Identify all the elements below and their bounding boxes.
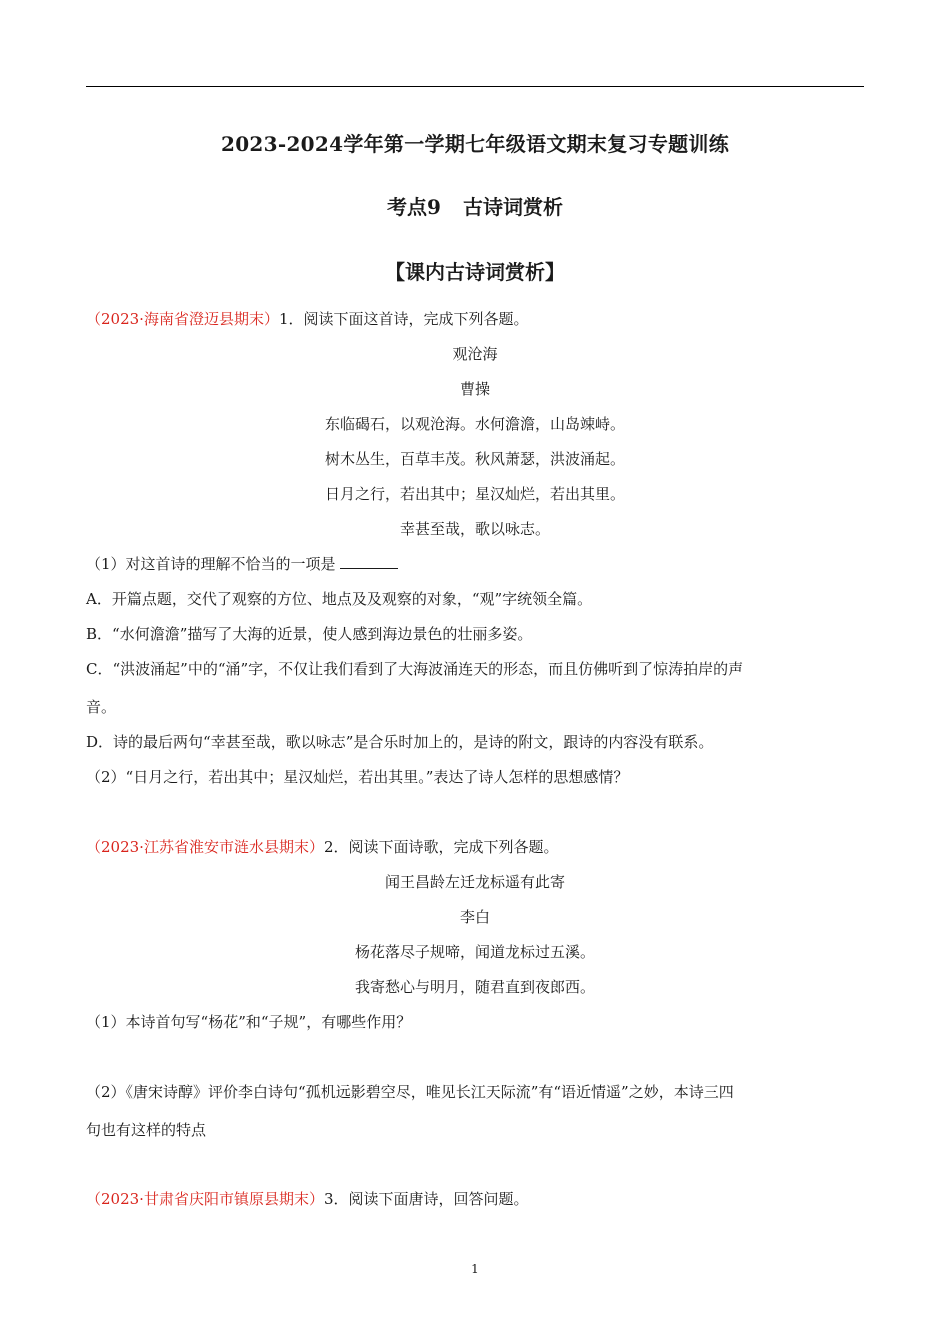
answer-blank [340, 554, 398, 569]
poem-line: 日月之行，若出其中；星汉灿烂，若出其里。 [324, 485, 625, 503]
sub-question-continued: 句也有这样的特点 [86, 1121, 207, 1139]
option-b: B．“水何澹澹”描写了大海的近景，使人感到海边景色的壮丽多姿。 [86, 625, 533, 643]
poem-line: 东临碣石，以观沧海。水何澹澹，山岛竦峙。 [324, 415, 625, 433]
poem-line: 我寄愁心与明月，随君直到夜郎西。 [354, 978, 595, 996]
sub-question: （2）“日月之行，若出其中；星汉灿烂，若出其里。”表达了诗人怎样的思想感情？ [86, 768, 629, 786]
topic-number: 考点9 [387, 195, 441, 219]
poem-title: 观沧海 [452, 345, 498, 363]
question-stem: 2．阅读下面诗歌，完成下列各题。 [323, 838, 559, 856]
poem-line: 杨花落尽子规啼，闻道龙标过五溪。 [354, 943, 595, 961]
topic-name: 古诗词赏析 [462, 195, 563, 219]
poem-line: 幸甚至哉，歌以咏志。 [399, 520, 550, 538]
question-stem: 3．阅读下面唐诗，回答问题。 [323, 1190, 529, 1208]
page-number: 1 [471, 1262, 479, 1276]
question-stem: 1．阅读下面这首诗，完成下列各题。 [278, 310, 529, 328]
question-source: （2023·海南省澄迈县期末） [86, 310, 279, 328]
header-rule [86, 86, 864, 87]
option-d: D．诗的最后两句“幸甚至哉，歌以咏志”是合乐时加上的，是诗的附文，跟诗的内容没有联系。 [86, 733, 714, 751]
option-c-continued: 音。 [86, 698, 117, 716]
poem-line: 树木丛生，百草丰茂。秋风萧瑟，洪波涌起。 [324, 450, 625, 468]
sub-question: （1）本诗首句写“杨花”和“子规”，有哪些作用？ [86, 1013, 412, 1031]
poem-title: 闻王昌龄左迁龙标遥有此寄 [384, 873, 565, 891]
poem-author: 李白 [459, 908, 490, 926]
sub-question: （2）《唐宋诗醇》评价李白诗句“孤机远影碧空尽，唯见长江天际流”有“语近情遥”之妙，本诗三四 [86, 1083, 734, 1101]
question-source: （2023·甘肃省庆阳市镇原县期末） [86, 1190, 324, 1208]
section-heading: 【课内古诗词赏析】 [385, 260, 565, 284]
question-3-header [86, 1188, 529, 1209]
option-c: C．“洪波涌起”中的“涌”字，不仅让我们看到了大海波涌连天的形态，而且仿佛听到了惊涛拍岸的声 [86, 660, 744, 678]
question-2-header [86, 836, 559, 857]
topic-heading [0, 191, 950, 220]
poem-author: 曹操 [459, 380, 490, 398]
option-a: A．开篇点题，交代了观察的方位、地点及及观察的对象，“观”字统领全篇。 [86, 590, 593, 608]
question-source: （2023·江苏省淮安市涟水县期末） [86, 838, 324, 856]
page-title: 2023-2024学年第一学期七年级语文期末复习专题训练 [220, 132, 730, 156]
question-1-header [86, 308, 529, 329]
sub-question: （1）对这首诗的理解不恰当的一项是 [86, 553, 398, 574]
